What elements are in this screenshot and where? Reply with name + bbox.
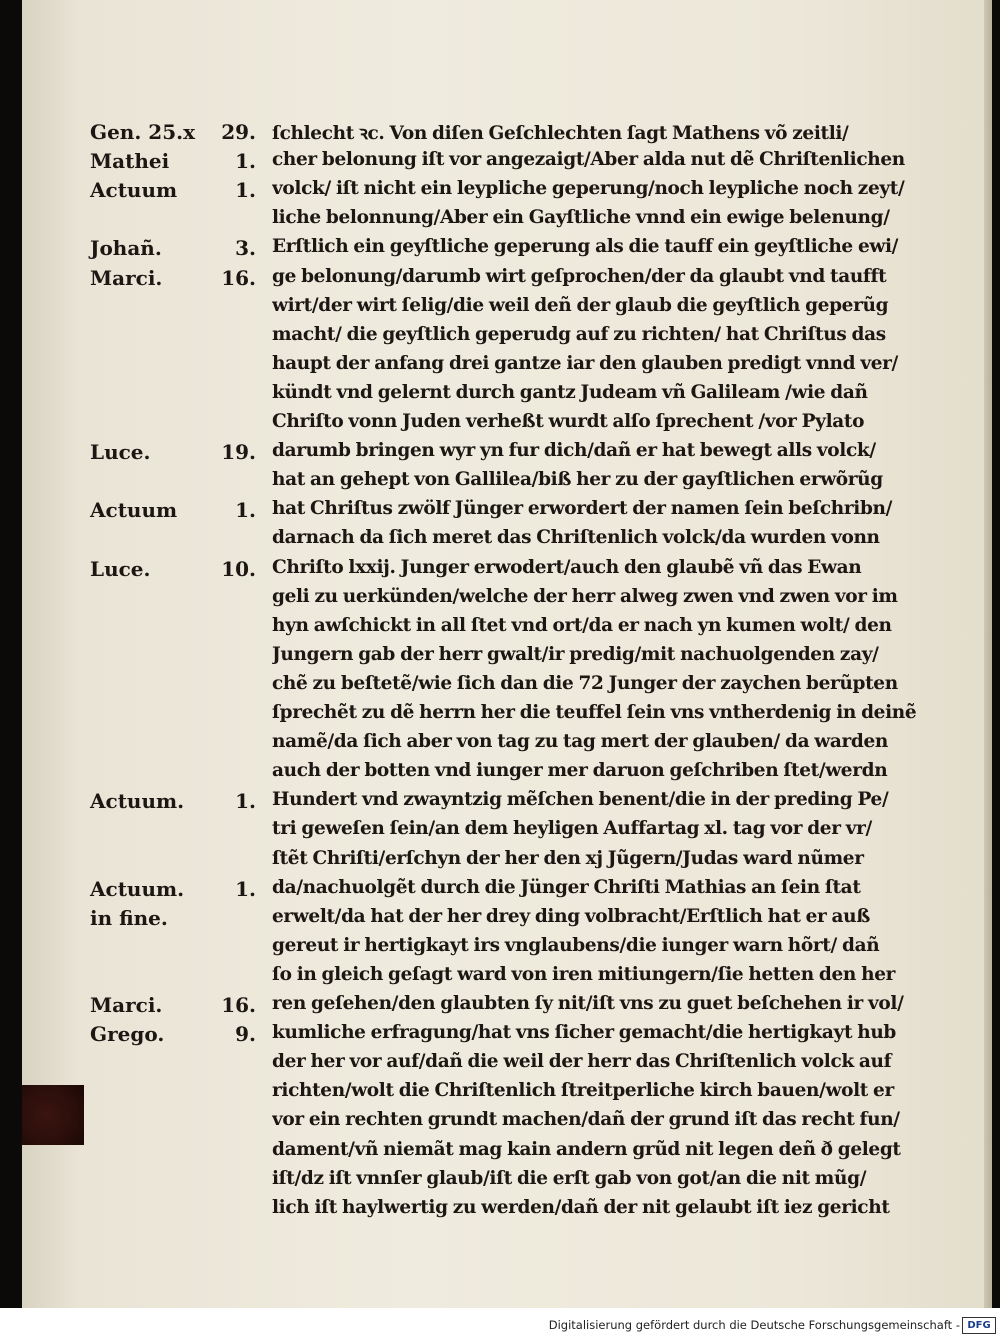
- text-line: [22, 149, 992, 179]
- footer-credit: Digitalisierung gefördert durch die Deutsche Forschungsgemeinschaft -: [548, 1318, 960, 1332]
- text-line: [22, 1109, 992, 1139]
- text-line: [22, 731, 992, 761]
- margin-reference: Actuum: [90, 178, 178, 203]
- margin-reference: Marci.: [90, 265, 163, 290]
- body-text: darnach da ſich meret das Chriſtenlich volck/da wurden vonn: [272, 527, 880, 549]
- margin-chapter-number: 1.: [235, 178, 256, 203]
- body-text: tri geweſen ſein/an dem heyligen Auffartag xl. tag vor der vr/: [272, 818, 872, 840]
- body-text: hat an gehept von Gallilea/biß her zu der gayſtlichen erwõrũg: [272, 469, 883, 491]
- text-line: [22, 964, 992, 994]
- digitization-footer: [0, 1308, 1000, 1342]
- text-line: [22, 557, 992, 587]
- body-text: namẽ/da ſich aber von tag zu tag mert der glauben/ da warden: [272, 731, 889, 753]
- margin-reference: Actuum: [90, 498, 178, 523]
- margin-reference: Actuum.: [90, 876, 185, 901]
- body-text: Chriſto vonn Juden verheßt wurdt alſo ſprechent /vor Pylato: [272, 411, 865, 432]
- body-text: haupt der anfang drei gantze iar den glauben predigt vnnd ver/: [272, 352, 898, 374]
- body-text: Hundert vnd zwayntzig mẽſchen benent/die in der preding Pe/: [272, 789, 889, 811]
- body-text: da/nachuolgẽt durch die Jünger Chriſti Mathias an ſein ſtat: [272, 876, 861, 898]
- margin-chapter-number: 16.: [221, 265, 256, 290]
- margin-reference: Actuum.: [90, 789, 185, 814]
- body-text: ſtẽt Chriſti/erſchyn der her den xj Jũgern/Judas ward nũmer: [272, 847, 864, 869]
- text-line: [22, 207, 992, 237]
- book-page: [22, 0, 992, 1308]
- text-line: [22, 935, 992, 965]
- body-text: volck/ iſt nicht ein leypliche geperung/noch leypliche noch zeyt/: [272, 178, 905, 200]
- body-text: ren geſehen/den glaubten ſy nit/iſt vns zu guet beſchehen ir vol/: [272, 993, 904, 1014]
- body-text: Erſtlich ein geyſtliche geperung als die tauff ein geyſtliche ewi/: [272, 236, 899, 258]
- text-line: [22, 1080, 992, 1110]
- text-line: [22, 498, 992, 528]
- margin-chapter-number: 3.: [235, 236, 256, 261]
- body-text: erwelt/da hat der her drey ding volbracht/Erſtlich hat er auß: [272, 905, 870, 927]
- body-text: kündt vnd gelernt durch gantz Judeam vñ Galileam /wie dañ: [272, 381, 868, 403]
- body-text: ſo in gleich geſagt ward von iren mitiungern/ſie hetten den her: [272, 963, 896, 985]
- body-text: ſchlecht ꝛc. Von diſen Geſchlechten ſagt Mathens võ zeitli/: [272, 123, 849, 144]
- body-text: cher belonung iſt vor angezaigt/Aber alda nut dẽ Chriſtenlichen: [272, 149, 905, 171]
- text-line: [22, 1168, 992, 1198]
- margin-reference: Gen. 25.x: [90, 120, 195, 144]
- body-text: gereut ir hertigkayt irs vnglaubens/die iunger warn hõrt/ dañ: [272, 934, 880, 956]
- text-line: [22, 789, 992, 819]
- margin-reference: Mathei: [90, 149, 170, 174]
- body-text: lich iſt haylwertig zu werden/dañ der nit gelaubt iſt iez gericht: [272, 1196, 890, 1218]
- margin-reference: Grego.: [90, 1022, 165, 1047]
- margin-chapter-number: 1.: [235, 498, 256, 523]
- dfg-logo: DFG: [962, 1317, 996, 1334]
- text-line: [22, 818, 992, 848]
- text-line: [22, 324, 992, 354]
- text-line: [22, 120, 992, 150]
- body-text: richten/wolt die Chriſtenlich ſtreitperliche kirch bauen/wolt er: [272, 1080, 894, 1102]
- body-text: darumb bringen wyr yn fur dich/dañ er hat bewegt alls volck/: [272, 440, 876, 462]
- margin-chapter-number: 9.: [235, 1022, 256, 1047]
- margin-reference: Luce.: [90, 556, 151, 581]
- body-text: Jungern gab der herr gwalt/ir predig/mit nachuolgenden zay/: [272, 643, 879, 665]
- body-text: auch der botten vnd iunger mer daruon geſchriben ſtet/werdn: [272, 760, 888, 782]
- text-line: [22, 1197, 992, 1227]
- margin-reference: Marci.: [90, 993, 163, 1017]
- body-text: vor ein rechten grundt machen/dañ der grund iſt das recht fun/: [272, 1109, 900, 1131]
- text-line: [22, 1051, 992, 1081]
- body-text: wirt/der wirt ſelig/die weil deñ der glaub die geyſtlich geperũg: [272, 294, 889, 316]
- text-line: [22, 440, 992, 470]
- body-text: chẽ zu beſtetẽ/wie ſich dan die 72 Junger der zaychen berũpten: [272, 672, 898, 694]
- text-line: [22, 644, 992, 674]
- body-text: macht/ die geyſtlich geperudg auf zu richten/ hat Chriſtus das: [272, 323, 886, 345]
- text-line: [22, 353, 992, 383]
- text-line: [22, 236, 992, 266]
- text-line: [22, 469, 992, 499]
- margin-chapter-number: 1.: [235, 149, 256, 174]
- text-line: [22, 1022, 992, 1052]
- margin-chapter-number: 1.: [235, 789, 256, 814]
- margin-reference: in fine.: [90, 905, 168, 930]
- text-line: [22, 993, 992, 1023]
- body-text: liche belonnung/Aber ein Gayſtliche vnnd ein ewige belenung/: [272, 207, 890, 229]
- margin-chapter-number: 16.: [221, 993, 256, 1017]
- body-text: ſprechẽt zu dẽ herrn her die teuffel ſein vns vntherdenig in deinẽ: [272, 702, 917, 723]
- body-text: kumliche erfragung/hat vns ſicher gemacht/die hertigkayt hub: [272, 1022, 897, 1044]
- text-line: [22, 848, 992, 878]
- text-line: [22, 702, 992, 732]
- text-line: [22, 877, 992, 907]
- text-line: [22, 615, 992, 645]
- body-text: iſt/dz iſt vnnſer glaub/iſt die erſt gab von got/an die nit mũg/: [272, 1167, 867, 1189]
- margin-reference: Johañ.: [90, 236, 162, 261]
- margin-chapter-number: 10.: [221, 556, 256, 581]
- body-text: hat Chriſtus zwölf Jünger erwordert der namen ſein beſchribn/: [272, 498, 893, 520]
- text-line: [22, 266, 992, 296]
- margin-chapter-number: 19.: [221, 440, 256, 465]
- margin-chapter-number: 1.: [235, 876, 256, 901]
- text-line: [22, 178, 992, 208]
- text-line: [22, 586, 992, 616]
- text-line: [22, 673, 992, 703]
- body-text: geli zu uerkünden/welche der herr alweg zwen vnd zwen vor im: [272, 585, 898, 607]
- text-line: [22, 1139, 992, 1169]
- body-text: der her vor auf/dañ die weil der herr das Chriſtenlich volck auf: [272, 1051, 892, 1073]
- body-text: dament/vñ niemãt mag kain andern grũd nit legen deñ ð gelegt: [272, 1138, 901, 1160]
- body-text: hyn awſchickt in all ſtet vnd ort/da er nach yn kumen wolt/ den: [272, 614, 892, 636]
- text-line: [22, 527, 992, 557]
- text-line: [22, 382, 992, 412]
- margin-reference: Luce.: [90, 440, 151, 465]
- margin-chapter-number: 29.: [221, 120, 256, 144]
- text-line: [22, 411, 992, 441]
- binding-stain: [22, 1085, 84, 1145]
- text-line: [22, 760, 992, 790]
- text-line: [22, 295, 992, 325]
- body-text: ge belonung/darumb wirt geſprochen/der da glaubt vnd taufft: [272, 265, 887, 287]
- body-text: Chriſto lxxij. Junger erwodert/auch den glaubẽ vñ das Ewan: [272, 556, 862, 578]
- text-line: [22, 906, 992, 936]
